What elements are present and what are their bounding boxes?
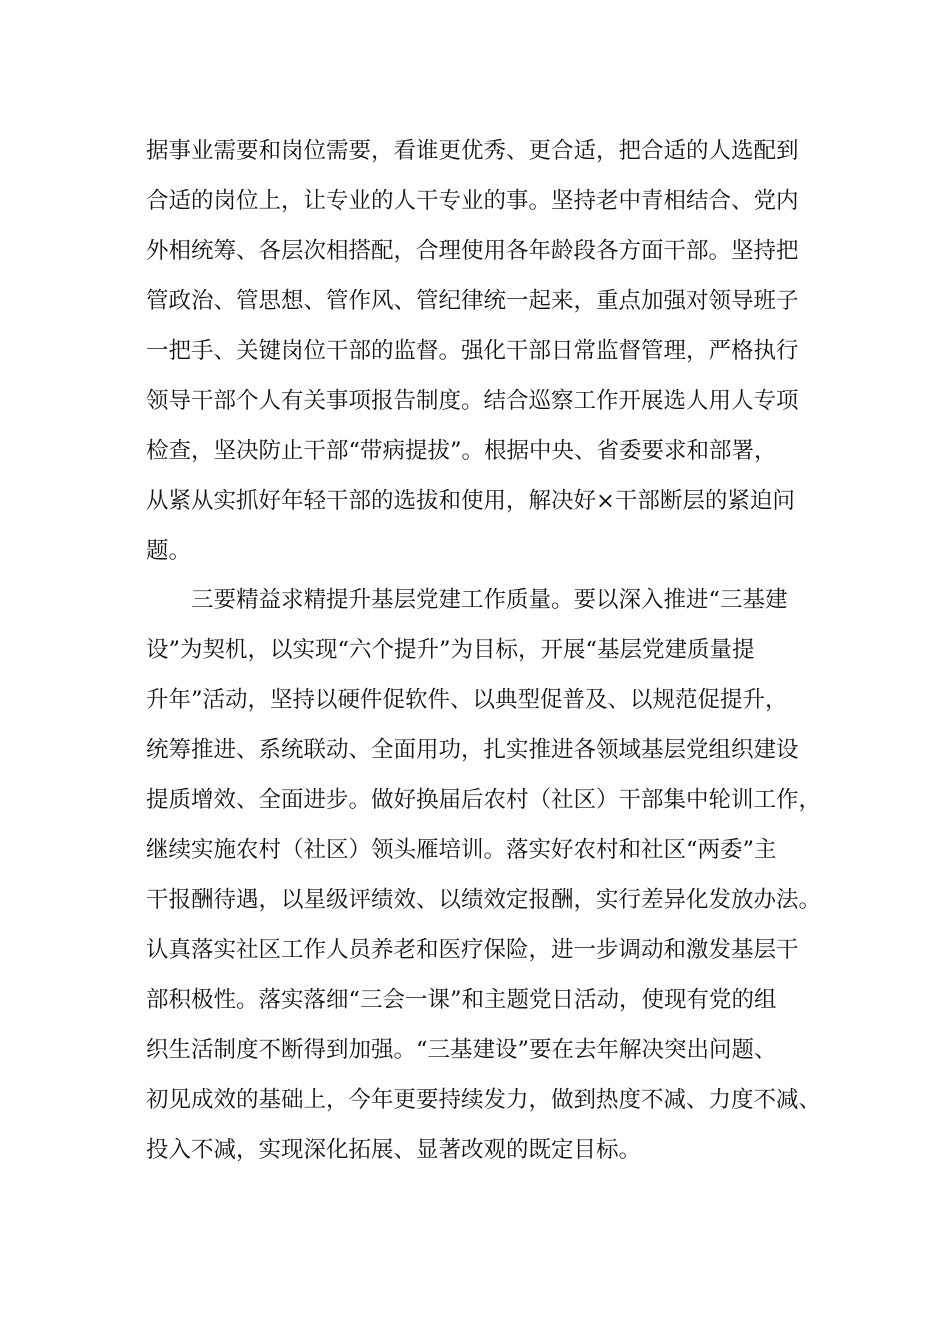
body-line-8: 从紧从实抓好年轻干部的选拔和使用，解决好×干部断层的紧迫问 <box>146 488 795 514</box>
body-line-3: 外相统筹、各层次相搭配，合理使用各年龄段各方面干部。坚持把 <box>146 238 799 264</box>
body-line-7: 检查，坚决防止干部“带病提拔”。根据中央、省委要求和部署， <box>146 438 777 464</box>
body-line-14: 提质增效、全面进步。做好换届后农村（社区）干部集中轮训工作， <box>146 787 822 813</box>
body-line-11: 设”为契机，以实现“六个提升”为目标，开展“基层党建质量提 <box>146 637 755 663</box>
body-line-18: 部积极性。落实落细“三会一课”和主题党日活动，使现有党的组 <box>146 987 777 1013</box>
body-line-9: 题。 <box>146 538 192 564</box>
body-line-13: 统筹推进、系统联动、全面用功，扎实推进各领域基层党组织建设 <box>146 737 799 763</box>
body-line-2: 合适的岗位上，让专业的人干专业的事。坚持老中青相结合、党内 <box>146 188 799 214</box>
body-line-15: 继续实施农村（社区）领头雁培训。落实好农村和社区“两委”主 <box>146 837 777 863</box>
body-line-1: 据事业需要和岗位需要，看谁更优秀、更合适，把合适的人选配到 <box>146 138 799 164</box>
paragraph-2-first-line: 三要精益求精提升基层党建工作质量。要以深入推进“三基建 <box>191 587 788 613</box>
body-line-20: 初见成效的基础上，今年更要持续发力，做到热度不减、力度不减、 <box>146 1087 822 1113</box>
body-line-5: 一把手、关键岗位干部的监督。强化干部日常监督管理，严格执行 <box>146 338 799 364</box>
body-line-21: 投入不减，实现深化拓展、显著改观的既定目标。 <box>146 1137 642 1163</box>
body-line-6: 领导干部个人有关事项报告制度。结合巡察工作开展选人用人专项 <box>146 388 799 414</box>
body-line-12: 升年”活动，坚持以硬件促软件、以典型促普及、以规范促提升， <box>146 687 788 713</box>
body-line-4: 管政治、管思想、管作风、管纪律统一起来，重点加强对领导班子 <box>146 288 799 314</box>
body-line-17: 认真落实社区工作人员养老和医疗保险，进一步调动和激发基层干 <box>146 937 799 963</box>
body-line-19: 织生活制度不断得到加强。“三基建设”要在去年解决突出问题、 <box>146 1037 777 1063</box>
body-line-16: 干报酬待遇，以星级评绩效、以绩效定报酬，实行差异化发放办法。 <box>146 887 822 913</box>
